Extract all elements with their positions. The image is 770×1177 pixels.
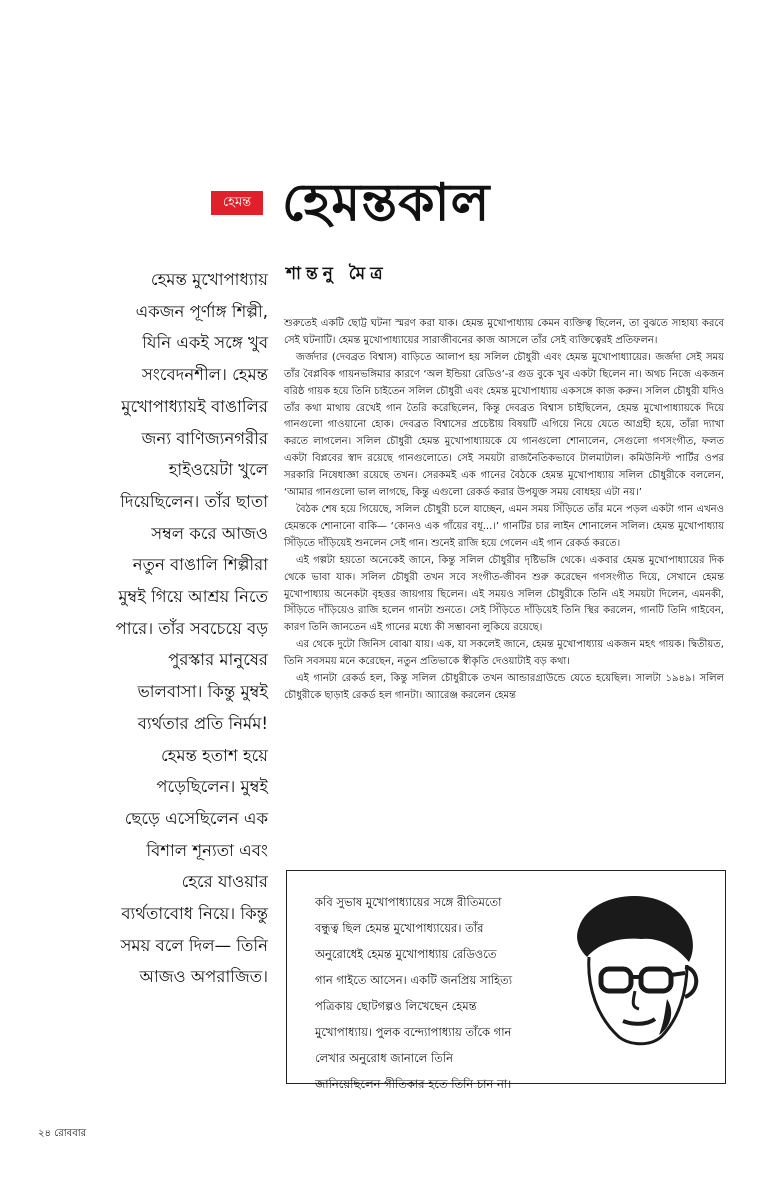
pull-quote-line: হেরে যাওয়ার xyxy=(181,872,268,892)
pull-quote-line: আজও অপরাজিত। xyxy=(139,967,268,987)
sidebar-box xyxy=(286,870,726,1091)
pull-quote-line: সম্বল করে আজও xyxy=(151,523,268,543)
article-body xyxy=(284,316,724,705)
author-byline: শান্তনু মৈত্র xyxy=(286,264,388,284)
pull-quote xyxy=(94,264,268,993)
body-paragraph: এই গল্পটা হয়তো অনেকেই জানে, কিন্তু সলিল চৌধুরীর দৃষ্টিভঙ্গি থেকে। একবার হেমন্ত মুখোপাধ্যায়ের দিক থেকে ভাবা যাক। সলিল চৌধুরী তখন সবে সংগীত-জীবন শুরু করেছেন গণসংগীত দিয়ে, সেখানে হেমন্ত মুখোপাধ্যায় অনেকটা বৃহত্তর জায়গায় ছিলেন। এই সময়ও সলিল চৌধুরীকে তিনি এই সময়টা দিলেন, এমনকী, সিঁড়িতে দাঁড়িয়েও রাজি হলেন গানটা শুনতে। সেই সিঁড়িতে দাঁড়িয়েই তিনি স্থির করলেন, গানটি তিনি গাইবেন, কারণ তিনি জানতেন এই গানের মধ্যে কী সম্ভাবনা লুকিয়ে রয়েছে। xyxy=(284,554,724,634)
sidebar-line: অনুরোধেই হেমন্ত মুখোপাধ্যায় রেডিওতে xyxy=(315,947,497,961)
sidebar-text xyxy=(315,889,579,1097)
sidebar-line: কবি সুভাষ মুখোপাধ্যায়ের সঙ্গে রীতিমতো xyxy=(315,895,502,909)
page-folio: ২৪ রোববার xyxy=(38,1128,87,1139)
sidebar-line: জানিয়েছিলেন গীতিকার হতে তিনি চান না। xyxy=(315,1077,512,1091)
page-title: হেমন্তকাল xyxy=(282,173,491,233)
pull-quote-line: দিয়েছিলেন। তাঁর ছাতা xyxy=(120,491,268,511)
pull-quote-line: মুখোপাধ্যায়ই বাঙালির xyxy=(121,396,268,416)
pull-quote-line: সময় বলে দিল— তিনি xyxy=(120,935,268,955)
pull-quote-line: বিশাল শূন্যতা এবং xyxy=(146,840,268,860)
pull-quote-line: ব্যর্থতার প্রতি নির্মম! xyxy=(137,713,268,733)
sidebar-line: বন্ধুত্ব ছিল হেমন্ত মুখোপাধ্যায়ের। তাঁর xyxy=(315,921,484,935)
pull-quote-line: ছেড়ে এসেছিলেন এক xyxy=(124,808,268,828)
sidebar-line: মুখোপাধ্যায়। পুলক বন্দ্যোপাধ্যায় তাঁকে গান xyxy=(315,1025,512,1039)
sidebar-line: গান গাইতে আসেন। একটি জনপ্রিয় সাহিত্য xyxy=(315,973,513,987)
pull-quote-line: হেমন্ত হতাশ হয়ে xyxy=(160,745,268,765)
pull-quote-line: ভালবাসা। কিন্তু মুম্বই xyxy=(137,682,268,702)
sidebar-line: লেখার অনুরোধ জানালে তিনি xyxy=(315,1051,454,1065)
body-paragraph: বৈঠক শেষ হয়ে গিয়েছে, সলিল চৌধুরী চলে যাচ্ছেন, এমন সময় সিঁড়িতে তাঁর মনে পড়ল একটা গান এখনও হেমন্তকে শোনানো বাকি— ‘কোনও এক গাঁয়ের বধূ...।’ গানটির চার লাইন শোনালেন সলিল। হেমন্ত মুখোপাধ্যায় সিঁড়িতে দাঁড়িয়েই শুনলেন সেই গান। শুনেই রাজি হয়ে গেলেন এই গান রেকর্ড করতে। xyxy=(284,503,724,549)
portrait-sketch xyxy=(549,887,707,1057)
body-paragraph: জর্জদার (দেবব্রত বিশ্বাস) বাড়িতে আলাপ হয় সলিল চৌধুরী এবং হেমন্ত মুখোপাধ্যায়ের। জর্জদা সেই সময় তাঁর বৈপ্লবিক গায়নভঙ্গিমার কারণে ‘অল ইন্ডিয়া রেডিও’-র গুড বুকে খুব একটা ছিলেন না। অথচ নিজে একজন বরিষ্ঠ গায়ক হয়ে তিনি চাইতেন সলিল চৌধুরী এবং হেমন্ত মুখোপাধ্যায় একসঙ্গে কাজ করুন। সলিল চৌধুরী যদিও তাঁর কথা মাথায় রেখেই গান তৈরি করেছিলেন, কিন্তু দেবব্রত বিশ্বাস চাইছিলেন, হেমন্ত মুখোপাধ্যায়কে দিয়ে গানগুলো গাওয়ানো হোক। দেবব্রত বিশ্বাসের প্রচেষ্টায় বিষয়টি এগিয়ে নিয়ে যেতে আগ্রহী হয়ে, তাঁরা দ্যাখা করতে লাগলেন। সলিল চৌধুরী হেমন্ত মুখোপাধ্যায়কে যে গানগুলো শোনালেন, সেগুলো গণসংগীত, ফলত একটা বিপ্লবের স্বাদ রয়েছে গানগুলোতে। সেই সময়টা রাজনৈতিকভাবে টালমাটাল। কমিউনিস্ট পার্টির ওপর সরকারি নিষেধাজ্ঞা রয়েছে তখন। সেরকমই এক গানের বৈঠকে হেমন্ত মুখোপাধ্যায় সলিল চৌধুরীকে বললেন, ‘আমার গানগুলো ভাল লাগছে, কিন্তু এগুলো রেকর্ড করার উপযুক্ত সময় বোধহয় এটা নয়।’ xyxy=(284,351,724,499)
pull-quote-line: একজন পূর্ণাঙ্গ শিল্পী, xyxy=(135,301,268,321)
pull-quote-line: পুরস্কার মানুষের xyxy=(168,650,268,670)
pull-quote-line: সংবেদনশীল। হেমন্ত xyxy=(141,365,268,385)
pull-quote-line: ব্যর্থতাবোধ নিয়ে। কিন্তু xyxy=(121,904,268,924)
sidebar-line: পত্রিকায় ছোটগল্পও লিখেছেন হেমন্ত xyxy=(315,999,477,1013)
body-paragraph: শুরুতেই একটি ছোট্ট ঘটনা স্মরণ করা যাক। হেমন্ত মুখোপাধ্যায় কেমন ব্যক্তিত্ব ছিলেন, তা বুঝতে সাহায্য করবে সেই ঘটনাটি। হেমন্ত মুখোপাধ্যায়ের সারাজীবনের কাজ আসলে তাঁর সেই ব্যক্তিত্বেরই প্রতিফলন। xyxy=(284,318,724,346)
pull-quote-line: পারে। তাঁর সবচেয়ে বড় xyxy=(115,618,268,638)
pull-quote-line: নতুন বাঙালি শিল্পীরা xyxy=(132,555,268,575)
pull-quote-line: হাইওয়েটা খুলে xyxy=(168,460,268,480)
pull-quote-line: জন্য বাণিজ্যনগরীর xyxy=(141,428,268,448)
section-tag: হেমন্ত xyxy=(211,191,263,215)
pull-quote-line: হেমন্ত মুখোপাধ্যায় xyxy=(150,270,268,289)
pull-quote-line: যিনি একই সঙ্গে খুব xyxy=(142,333,268,353)
pull-quote-line: পড়েছিলেন। মুম্বই xyxy=(156,777,268,797)
body-paragraph: এই গানটা রেকর্ড হল, কিন্তু সলিল চৌধুরীকে তখন আন্ডারগ্রাউন্ডে যেতে হয়েছিল। সালটা ১৯৪৯। সলিল চৌধুরীকে ছাড়াই রেকর্ড হল গানটা। অ্যারেঞ্জ করলেন হেমন্ত xyxy=(284,673,724,701)
body-paragraph: এর থেকে দুটো জিনিস বোঝা যায়। এক, যা সকলেই জানে, হেমন্ত মুখোপাধ্যায় একজন মহৎ গায়ক। দ্বিতীয়ত, তিনি সবসময় মনে করেছেন, নতুন প্রতিভাকে স্বীকৃতি দেওয়াটাই বড় কথা। xyxy=(284,639,724,668)
pull-quote-line: মুম্বই গিয়ে আশ্রয় নিতে xyxy=(118,587,268,607)
